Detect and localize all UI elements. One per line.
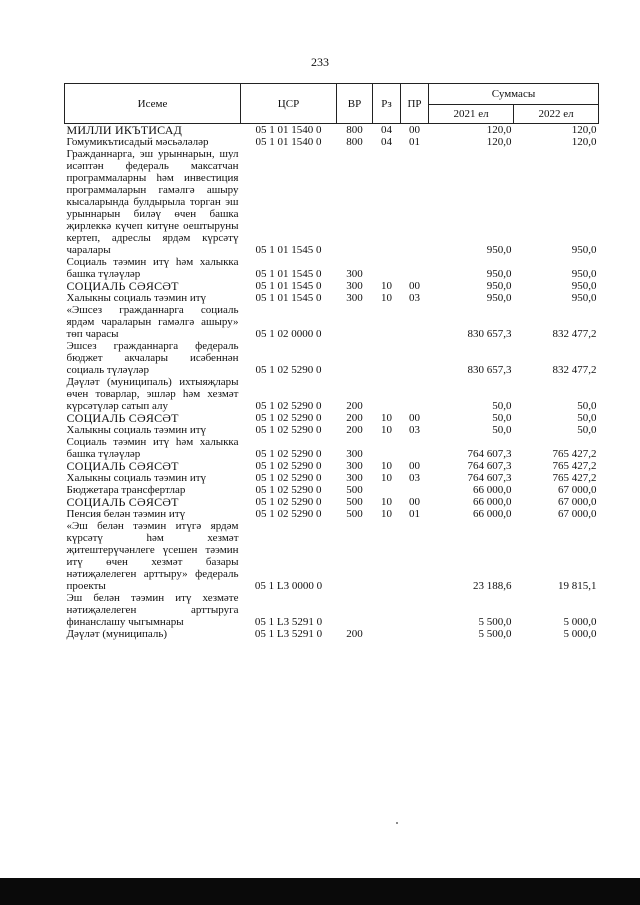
row-vr: 300 xyxy=(346,472,363,484)
row-rz: 04 xyxy=(381,136,392,148)
row-csr: 05 1 02 5290 0 xyxy=(255,472,322,484)
table-row xyxy=(65,436,599,460)
row-csr: 05 1 01 1540 0 xyxy=(255,136,322,148)
row-rz xyxy=(373,592,401,628)
row-sum-2022: 50,0 xyxy=(577,400,597,412)
row-name: Социаль тәэмин итү һәм халыкка башка түләүләр xyxy=(66,256,239,280)
row-pr xyxy=(401,436,429,460)
row-pr: 03 xyxy=(409,472,420,484)
row-vr: 200 xyxy=(346,628,363,640)
row-sum-2022: 765 427,2 xyxy=(552,448,597,460)
row-name: Эшсез гражданнарга федераль бюджет акчалары исәбеннән социаль түләүләр xyxy=(66,340,239,376)
row-csr: 05 1 02 0000 0 xyxy=(255,328,322,340)
row-pr xyxy=(401,304,429,340)
row-pr xyxy=(401,520,429,592)
row-vr: 300 xyxy=(346,268,363,280)
table-header xyxy=(65,84,599,124)
row-rz: 04 xyxy=(381,124,392,136)
row-rz: 10 xyxy=(381,412,392,424)
row-name: СОЦИАЛЬ СӘЯСӘТ xyxy=(66,459,179,473)
row-vr xyxy=(337,592,373,628)
table-body xyxy=(65,124,599,641)
row-sum-2022: 832 477,2 xyxy=(552,328,597,340)
row-sum-2021: 50,0 xyxy=(492,400,512,412)
row-csr: 05 1 L3 5291 0 xyxy=(254,628,323,640)
row-vr: 500 xyxy=(346,496,363,508)
row-name: СОЦИАЛЬ СӘЯСӘТ xyxy=(66,279,179,293)
row-sum-2021: 830 657,3 xyxy=(467,364,512,376)
row-pr xyxy=(401,628,429,640)
row-rz xyxy=(373,304,401,340)
row-rz xyxy=(373,436,401,460)
table-row xyxy=(65,508,599,520)
row-pr xyxy=(401,592,429,628)
row-csr: 05 1 02 5290 0 xyxy=(255,508,322,520)
table-row xyxy=(65,472,599,484)
row-sum-2021: 66 000,0 xyxy=(473,484,512,496)
row-csr: 05 1 L3 0000 0 xyxy=(254,580,323,592)
row-rz xyxy=(373,520,401,592)
header-name: Исеме xyxy=(65,84,241,124)
row-csr: 05 1 01 1545 0 xyxy=(255,280,322,292)
row-name: МИЛЛИ ИКЪТИСАД xyxy=(66,123,182,137)
row-vr: 800 xyxy=(346,136,363,148)
row-sum-2022: 120,0 xyxy=(571,124,597,136)
row-name: Гомумикътисадый мәсьәләләр xyxy=(66,136,209,148)
row-sum-2021: 764 607,3 xyxy=(467,472,512,484)
row-sum-2022: 950,0 xyxy=(571,244,597,256)
row-sum-2022: 67 000,0 xyxy=(558,484,597,496)
row-sum-2022: 950,0 xyxy=(571,280,597,292)
row-pr: 01 xyxy=(409,136,420,148)
row-vr: 200 xyxy=(346,424,363,436)
row-sum-2022: 765 427,2 xyxy=(552,460,597,472)
row-csr: 05 1 02 5290 0 xyxy=(255,484,322,496)
table-row xyxy=(65,520,599,592)
row-rz: 10 xyxy=(381,280,392,292)
row-csr: 05 1 02 5290 0 xyxy=(255,448,322,460)
row-sum-2021: 66 000,0 xyxy=(473,496,512,508)
row-name: Социаль тәэмин итү һәм халыкка башка түләүләр xyxy=(66,436,239,460)
row-sum-2021: 950,0 xyxy=(486,280,512,292)
row-sum-2022: 50,0 xyxy=(577,412,597,424)
row-csr: 05 1 02 5290 0 xyxy=(255,424,322,436)
header-pr: ПР xyxy=(401,84,429,124)
row-name: Халыкны социаль тәэмин итү xyxy=(66,292,207,304)
row-name: Дәүләт (муниципаль) ихтыяҗлары өчен товарлар, эшләр һәм хезмәт күрсәтүләр сатып алу xyxy=(66,376,239,412)
row-csr: 05 1 01 1545 0 xyxy=(255,268,322,280)
row-sum-2022: 67 000,0 xyxy=(558,508,597,520)
row-name: Бюджетара трансфертлар xyxy=(66,484,186,496)
row-sum-2022: 19 815,1 xyxy=(558,580,597,592)
row-sum-2021: 5 500,0 xyxy=(478,616,512,628)
row-vr xyxy=(337,520,373,592)
table-row xyxy=(65,496,599,508)
row-sum-2022: 50,0 xyxy=(577,424,597,436)
header-year-2021: 2021 ел xyxy=(429,105,514,124)
table-row xyxy=(65,376,599,412)
row-pr: 03 xyxy=(409,424,420,436)
scan-speck xyxy=(396,822,398,824)
row-csr: 05 1 L3 5291 0 xyxy=(254,616,323,628)
row-rz: 10 xyxy=(381,424,392,436)
row-sum-2022: 832 477,2 xyxy=(552,364,597,376)
row-pr: 00 xyxy=(409,124,420,136)
table-row xyxy=(65,424,599,436)
table-row xyxy=(65,136,599,148)
row-sum-2022: 5 000,0 xyxy=(563,616,597,628)
table-row xyxy=(65,304,599,340)
row-pr xyxy=(401,376,429,412)
row-pr xyxy=(401,256,429,280)
row-vr: 300 xyxy=(346,460,363,472)
row-name: СОЦИАЛЬ СӘЯСӘТ xyxy=(66,495,179,509)
table-row xyxy=(65,256,599,280)
row-pr: 01 xyxy=(409,508,420,520)
row-sum-2022: 950,0 xyxy=(571,268,597,280)
row-sum-2021: 764 607,3 xyxy=(467,460,512,472)
table-row xyxy=(65,412,599,424)
row-sum-2021: 66 000,0 xyxy=(473,508,512,520)
row-rz xyxy=(373,148,401,256)
row-name: Халыкны социаль тәэмин итү xyxy=(66,472,207,484)
row-csr: 05 1 02 5290 0 xyxy=(255,412,322,424)
row-name: Пенсия белән тәэмин итү xyxy=(66,508,186,520)
row-sum-2022: 120,0 xyxy=(571,136,597,148)
row-rz: 10 xyxy=(381,460,392,472)
row-sum-2022: 67 000,0 xyxy=(558,496,597,508)
row-sum-2021: 120,0 xyxy=(486,124,512,136)
row-rz xyxy=(373,484,401,496)
row-rz: 10 xyxy=(381,508,392,520)
row-pr xyxy=(401,340,429,376)
row-sum-2021: 50,0 xyxy=(492,424,512,436)
row-pr: 00 xyxy=(409,460,420,472)
row-pr xyxy=(401,484,429,496)
row-name: Дәүләт (муниципаль) xyxy=(66,628,168,640)
header-rz: Рз xyxy=(373,84,401,124)
header-vr: ВР xyxy=(337,84,373,124)
row-vr: 800 xyxy=(346,124,363,136)
row-name: Халыкны социаль тәэмин итү xyxy=(66,424,207,436)
row-vr xyxy=(337,340,373,376)
row-sum-2021: 950,0 xyxy=(486,268,512,280)
header-year-2022: 2022 ел xyxy=(514,105,599,124)
table-row xyxy=(65,340,599,376)
row-csr: 05 1 01 1545 0 xyxy=(255,244,322,256)
header-sums: Суммасы xyxy=(429,84,599,105)
row-rz: 10 xyxy=(381,292,392,304)
row-name: «Эшсез гражданнарга социаль ярдәм чараларын гамәлгә ашыру» төп чарасы xyxy=(66,304,239,340)
scan-bottom-edge xyxy=(0,878,640,905)
row-rz xyxy=(373,340,401,376)
row-rz: 10 xyxy=(381,472,392,484)
row-name: «Эш белән тәэмин итүгә ярдәм күрсәтү һәм хезмәт җитештерүчәнлеге үсешен тәэмин итү өчен хезмәт базары нәтиҗәлелеген арттыру» федераль проекты xyxy=(66,520,239,592)
table-row xyxy=(65,292,599,304)
budget-table xyxy=(64,83,599,640)
row-pr xyxy=(401,148,429,256)
row-sum-2021: 830 657,3 xyxy=(467,328,512,340)
table-row xyxy=(65,628,599,640)
row-pr: 00 xyxy=(409,280,420,292)
row-vr: 300 xyxy=(346,448,363,460)
row-pr: 00 xyxy=(409,496,420,508)
row-vr xyxy=(337,304,373,340)
row-csr: 05 1 02 5290 0 xyxy=(255,496,322,508)
row-rz: 10 xyxy=(381,496,392,508)
row-rz xyxy=(373,256,401,280)
table-row xyxy=(65,592,599,628)
row-rz xyxy=(373,628,401,640)
header-csr: ЦСР xyxy=(241,84,337,124)
row-name: Гражданнарга, эш урыннарын, шул исәптән федераль максатчан программаларны һәм инвестиция программаларын гамәлгә ашыру кысаларында булдырыла торган эш урыннарын биләү өчен башка җирлеккә күчеп китүне оештыруны кертеп, адреслы ярдәм күрсәтү чаралары xyxy=(66,148,239,256)
row-vr: 200 xyxy=(346,412,363,424)
row-sum-2021: 950,0 xyxy=(486,292,512,304)
row-vr: 300 xyxy=(346,292,363,304)
row-pr: 00 xyxy=(409,412,420,424)
row-csr: 05 1 01 1540 0 xyxy=(255,124,322,136)
row-vr: 500 xyxy=(346,484,363,496)
row-sum-2021: 50,0 xyxy=(492,412,512,424)
table-row xyxy=(65,280,599,292)
row-rz xyxy=(373,376,401,412)
row-sum-2021: 5 500,0 xyxy=(478,628,512,640)
row-sum-2021: 950,0 xyxy=(486,244,512,256)
table-row xyxy=(65,148,599,256)
row-sum-2022: 765 427,2 xyxy=(552,472,597,484)
row-pr: 03 xyxy=(409,292,420,304)
row-csr: 05 1 02 5290 0 xyxy=(255,364,322,376)
row-sum-2022: 950,0 xyxy=(571,292,597,304)
row-name: Эш белән тәэмин итү хезмәте нәтиҗәлелеген арттыруга финанслашу чыгымнары xyxy=(66,592,239,628)
page-number: 233 xyxy=(311,55,329,69)
row-sum-2021: 23 188,6 xyxy=(473,580,512,592)
row-sum-2021: 764 607,3 xyxy=(467,448,512,460)
row-vr: 500 xyxy=(346,508,363,520)
table-row xyxy=(65,124,599,137)
row-csr: 05 1 02 5290 0 xyxy=(255,460,322,472)
row-vr xyxy=(337,148,373,256)
row-csr: 05 1 01 1545 0 xyxy=(255,292,322,304)
row-vr: 200 xyxy=(346,400,363,412)
row-sum-2021: 120,0 xyxy=(486,136,512,148)
row-csr: 05 1 02 5290 0 xyxy=(255,400,322,412)
table-row xyxy=(65,460,599,472)
row-name: СОЦИАЛЬ СӘЯСӘТ xyxy=(66,411,179,425)
row-vr: 300 xyxy=(346,280,363,292)
row-sum-2022: 5 000,0 xyxy=(563,628,597,640)
